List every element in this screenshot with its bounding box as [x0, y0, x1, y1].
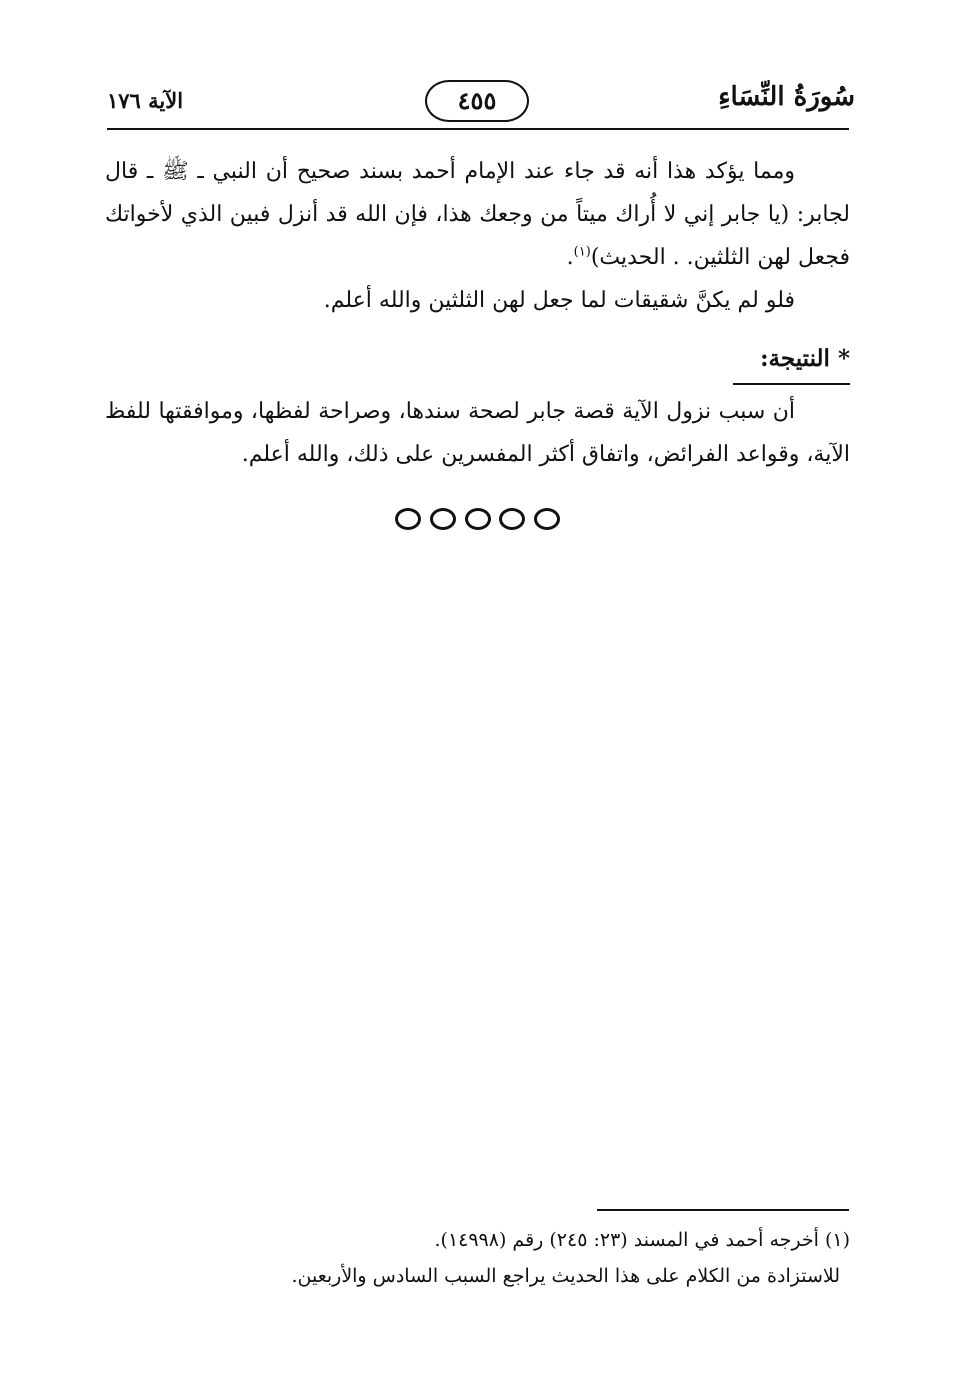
paragraph-conclusion: فلو لم يكنَّ شقيقات لما جعل لهن الثلثين والله أعلم. [323, 288, 795, 313]
paragraph-hadith-end: . [566, 245, 574, 270]
result-heading: * النتيجة: [760, 345, 850, 372]
paragraph-hadith [105, 150, 850, 279]
result-heading-underline [733, 383, 850, 385]
surah-title: سُورَةُ النِّسَاءِ [718, 82, 855, 112]
separator-circle [465, 508, 491, 530]
page-number: ٤٥٥ [425, 80, 529, 122]
header-divider [107, 128, 849, 130]
separator-circle [499, 508, 525, 530]
paragraph-hadith-text: ومما يؤكد هذا أنه قد جاء عند الإمام أحمد بسند صحيح أن النبي ـ ﷺ ـ قال لجابر: (يا جابر إني لا أُراك ميتاً من وجعك هذا، فإن الله قد أنزل فبين الذي لأخواتك فجعل لهن الثلثين. . الحديث) [105, 159, 850, 270]
footnote-1-continuation: للاستزادة من الكلام على هذا الحديث يراجع السبب السادس والأربعين. [291, 1265, 840, 1287]
ayah-label: الآية ١٧٦ [107, 88, 184, 113]
section-separator [395, 506, 560, 532]
footnotes [150, 1222, 850, 1294]
separator-circle [430, 508, 456, 530]
result-text [105, 390, 850, 476]
footnote-1: (١) أخرجه أحمد في المسند (٢٣: ٢٤٥) رقم (١٤٩٩٨). [434, 1229, 850, 1251]
footnote-divider [597, 1209, 849, 1211]
result-paragraph: أن سبب نزول الآية قصة جابر لصحة سندها، وصراحة لفظها، وموافقتها للفظ الآية، وقواعد الفرائض، واتفاق أكثر المفسرين على ذلك، والله أعلم. [105, 399, 850, 467]
body-text [105, 150, 850, 322]
footnote-ref: (١) [573, 244, 591, 260]
separator-circle [534, 508, 560, 530]
separator-circle [395, 508, 421, 530]
